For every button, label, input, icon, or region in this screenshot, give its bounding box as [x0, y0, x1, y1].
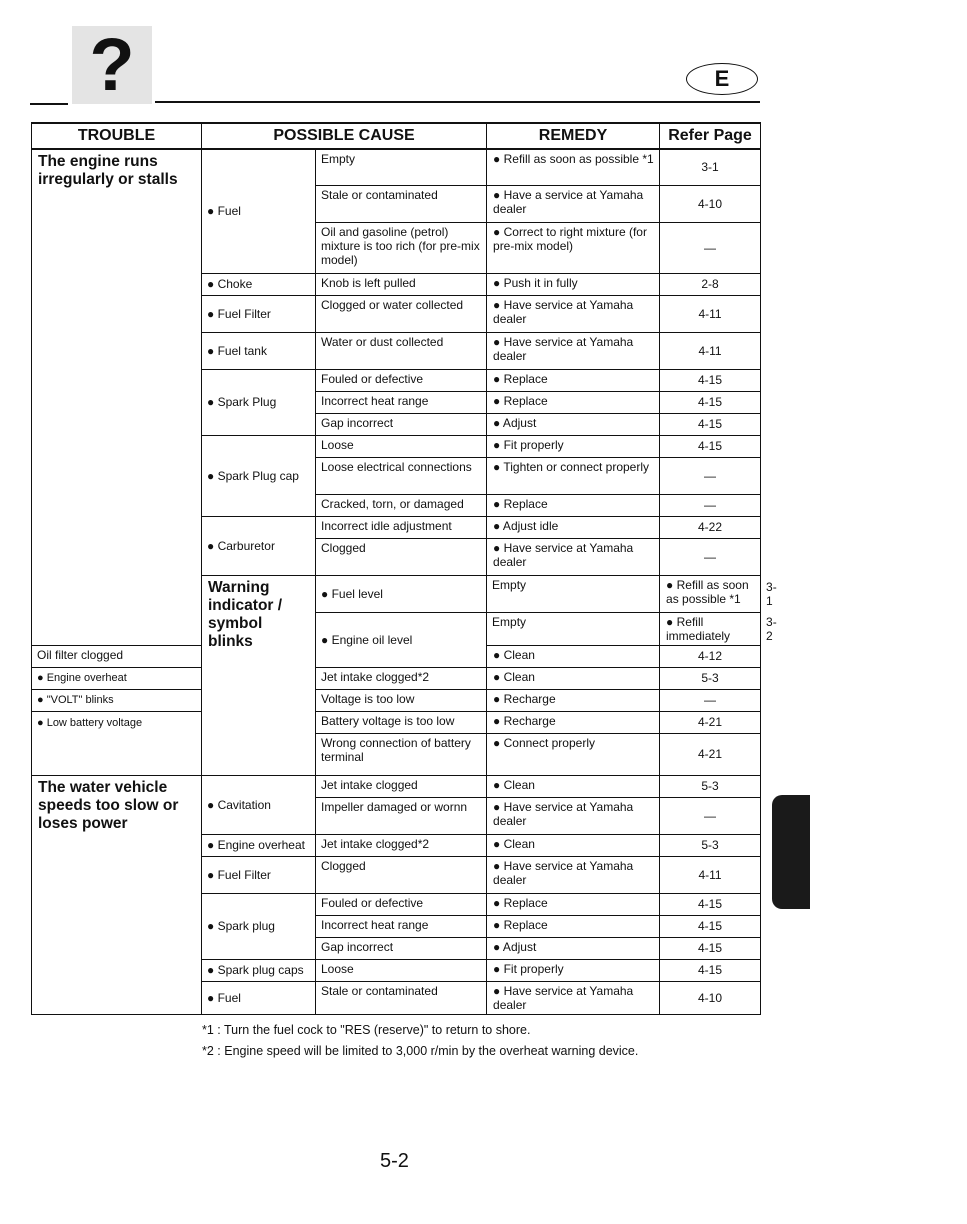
remedy-cell: ● Replace — [487, 893, 660, 915]
cause-cell: Incorrect idle adjustment — [316, 516, 487, 538]
cause-cell: Gap incorrect — [316, 937, 487, 959]
refer-page-cell: 4-10 — [660, 981, 761, 1014]
cause-cell: Empty — [316, 149, 487, 185]
part-cell: ● Spark Plug — [202, 369, 316, 435]
remedy-cell: ● Adjust idle — [487, 516, 660, 538]
part-cell: ● Fuel — [202, 149, 316, 273]
cause-cell: Gap incorrect — [316, 413, 487, 435]
remedy-cell: ● Connect properly — [487, 733, 660, 775]
refer-page-cell: 3-1 — [660, 149, 761, 185]
refer-page-cell: 4-15 — [660, 893, 761, 915]
table-header-row — [32, 123, 761, 149]
column-header-remedy: REMEDY — [487, 123, 660, 149]
trouble-heading: The water vehicle speeds too slow or loses power — [32, 775, 202, 1014]
remedy-cell: ● Clean — [487, 667, 660, 689]
trouble-heading: Warning indicator / symbol blinks — [202, 575, 316, 775]
part-cell: ● Fuel tank — [202, 332, 316, 369]
cause-cell: Wrong connection of battery terminal — [316, 733, 487, 775]
part-cell: ● Engine oil level — [316, 612, 487, 667]
cause-cell: Empty — [487, 612, 660, 645]
remedy-cell: ● Adjust — [487, 937, 660, 959]
refer-page-cell: — — [660, 538, 761, 575]
section-tab-marker — [772, 795, 810, 909]
remedy-cell: ● Correct to right mixture (for pre-mix model) — [487, 222, 660, 273]
remedy-cell: ● Clean — [487, 775, 660, 797]
part-cell: ● Fuel level — [316, 575, 487, 612]
part-cell: ● Spark plug — [202, 893, 316, 959]
cause-cell: Fouled or defective — [316, 369, 487, 391]
table-row — [32, 667, 761, 689]
refer-page-cell: 4-12 — [660, 645, 761, 667]
cause-cell: Impeller damaged or wornn — [316, 797, 487, 834]
column-header-trouble: TROUBLE — [32, 123, 202, 149]
refer-page-cell: 4-21 — [660, 711, 761, 733]
remedy-cell: ● Have service at Yamaha dealer — [487, 538, 660, 575]
remedy-cell: ● Have a service at Yamaha dealer — [487, 185, 660, 222]
refer-page-cell: 4-22 — [660, 516, 761, 538]
part-cell: ● Fuel Filter — [202, 295, 316, 332]
cause-cell: Stale or contaminated — [316, 185, 487, 222]
page-number: 5-2 — [380, 1150, 409, 1172]
troubleshooting-table — [31, 122, 777, 1015]
part-cell: ● Spark Plug cap — [202, 435, 316, 516]
remedy-cell: ● Refill as soon as possible *1 — [487, 149, 660, 185]
remedy-cell: ● Replace — [487, 391, 660, 413]
part-cell: ● Choke — [202, 273, 316, 295]
cause-cell: Battery voltage is too low — [316, 711, 487, 733]
part-cell: ● Low battery voltage — [32, 711, 202, 775]
refer-page-cell: 4-10 — [660, 185, 761, 222]
refer-page-cell: 5-3 — [660, 775, 761, 797]
refer-page-cell: — — [660, 797, 761, 834]
refer-page-cell: — — [660, 457, 761, 494]
cause-cell: Incorrect heat range — [316, 915, 487, 937]
header-rule-left — [30, 103, 68, 105]
remedy-cell: ● Have service at Yamaha dealer — [487, 797, 660, 834]
refer-page-cell: 5-3 — [660, 834, 761, 856]
cause-cell: Oil and gasoline (petrol) mixture is too rich (for pre-mix model) — [316, 222, 487, 273]
remedy-cell: ● Recharge — [487, 711, 660, 733]
refer-page-cell: 5-3 — [660, 667, 761, 689]
part-cell: ● Fuel Filter — [202, 856, 316, 893]
cause-cell: Clogged — [316, 856, 487, 893]
remedy-cell: ● Have service at Yamaha dealer — [487, 295, 660, 332]
refer-page-cell: 4-15 — [660, 413, 761, 435]
refer-page-cell: 4-15 — [660, 369, 761, 391]
refer-page-cell: 2-8 — [660, 273, 761, 295]
cause-cell: Jet intake clogged — [316, 775, 487, 797]
remedy-cell: ● Have service at Yamaha dealer — [487, 856, 660, 893]
cause-cell: Knob is left pulled — [316, 273, 487, 295]
part-cell: ● Engine overheat — [32, 667, 202, 689]
remedy-cell: ● Fit properly — [487, 959, 660, 981]
cause-cell: Cracked, torn, or damaged — [316, 494, 487, 516]
refer-page-cell: 4-21 — [660, 733, 761, 775]
cause-cell: Loose — [316, 959, 487, 981]
cause-cell: Voltage is too low — [316, 689, 487, 711]
cause-cell: Incorrect heat range — [316, 391, 487, 413]
refer-page-cell: 4-15 — [660, 937, 761, 959]
part-cell: ● Carburetor — [202, 516, 316, 575]
help-question-icon: ? — [72, 26, 152, 104]
refer-page-cell: — — [660, 222, 761, 273]
refer-page-cell: 4-15 — [660, 435, 761, 457]
part-cell: ● Cavitation — [202, 775, 316, 834]
table-row — [32, 775, 761, 797]
table-row: ● Engine oil level Empty ● Refill immediately 3-2 — [32, 612, 761, 645]
remedy-cell: ● Have service at Yamaha dealer — [487, 332, 660, 369]
remedy-cell: ● Refill as soon as possible *1 — [660, 575, 761, 612]
remedy-cell: ● Refill immediately — [660, 612, 761, 645]
cause-cell: Clogged or water collected — [316, 295, 487, 332]
refer-page-cell: 4-11 — [660, 856, 761, 893]
table-row — [32, 149, 761, 185]
cause-cell: Loose electrical connections — [316, 457, 487, 494]
remedy-cell: ● Fit properly — [487, 435, 660, 457]
footnotes — [202, 1020, 638, 1062]
remedy-cell: ● Recharge — [487, 689, 660, 711]
refer-page-cell: — — [660, 689, 761, 711]
refer-page-cell: 4-11 — [660, 295, 761, 332]
trouble-heading: The engine runs irregularly or stalls — [32, 149, 202, 645]
part-cell: ● "VOLT" blinks — [32, 689, 202, 711]
refer-page-cell: 4-15 — [660, 915, 761, 937]
remedy-cell: ● Replace — [487, 915, 660, 937]
header-rule-right — [155, 101, 760, 103]
remedy-cell: ● Replace — [487, 369, 660, 391]
remedy-cell: ● Push it in fully — [487, 273, 660, 295]
column-header-possible-cause: POSSIBLE CAUSE — [202, 123, 487, 149]
cause-cell: Oil filter clogged — [32, 645, 202, 667]
language-badge: E — [686, 63, 758, 95]
remedy-cell: ● Tighten or connect properly — [487, 457, 660, 494]
table-row — [32, 711, 761, 733]
remedy-cell: ● Clean — [487, 645, 660, 667]
cause-cell: Empty — [487, 575, 660, 612]
cause-cell: Jet intake clogged*2 — [316, 667, 487, 689]
table-row: Warning indicator / symbol blinks ● Fuel level Empty ● Refill as soon as possible *1 3-1 — [32, 575, 761, 612]
part-cell: ● Fuel — [202, 981, 316, 1014]
cause-cell: Stale or contaminated — [316, 981, 487, 1014]
footnote-1: *1 : Turn the fuel cock to "RES (reserve)" to return to shore. — [202, 1023, 531, 1037]
refer-page-cell: — — [660, 494, 761, 516]
remedy-cell: ● Have service at Yamaha dealer — [487, 981, 660, 1014]
refer-page-cell: 4-11 — [660, 332, 761, 369]
remedy-cell: ● Clean — [487, 834, 660, 856]
cause-cell: Jet intake clogged*2 — [316, 834, 487, 856]
refer-page-cell: 4-15 — [660, 391, 761, 413]
footnote-2: *2 : Engine speed will be limited to 3,000 r/min by the overheat warning device. — [202, 1044, 639, 1058]
cause-cell: Loose — [316, 435, 487, 457]
part-cell: ● Engine overheat — [202, 834, 316, 856]
remedy-cell: ● Replace — [487, 494, 660, 516]
remedy-cell: ● Adjust — [487, 413, 660, 435]
part-cell: ● Spark plug caps — [202, 959, 316, 981]
cause-cell: Clogged — [316, 538, 487, 575]
column-header-refer-page: Refer Page — [660, 123, 761, 149]
table-row — [32, 689, 761, 711]
cause-cell: Fouled or defective — [316, 893, 487, 915]
cause-cell: Water or dust collected — [316, 332, 487, 369]
refer-page-cell: 4-15 — [660, 959, 761, 981]
